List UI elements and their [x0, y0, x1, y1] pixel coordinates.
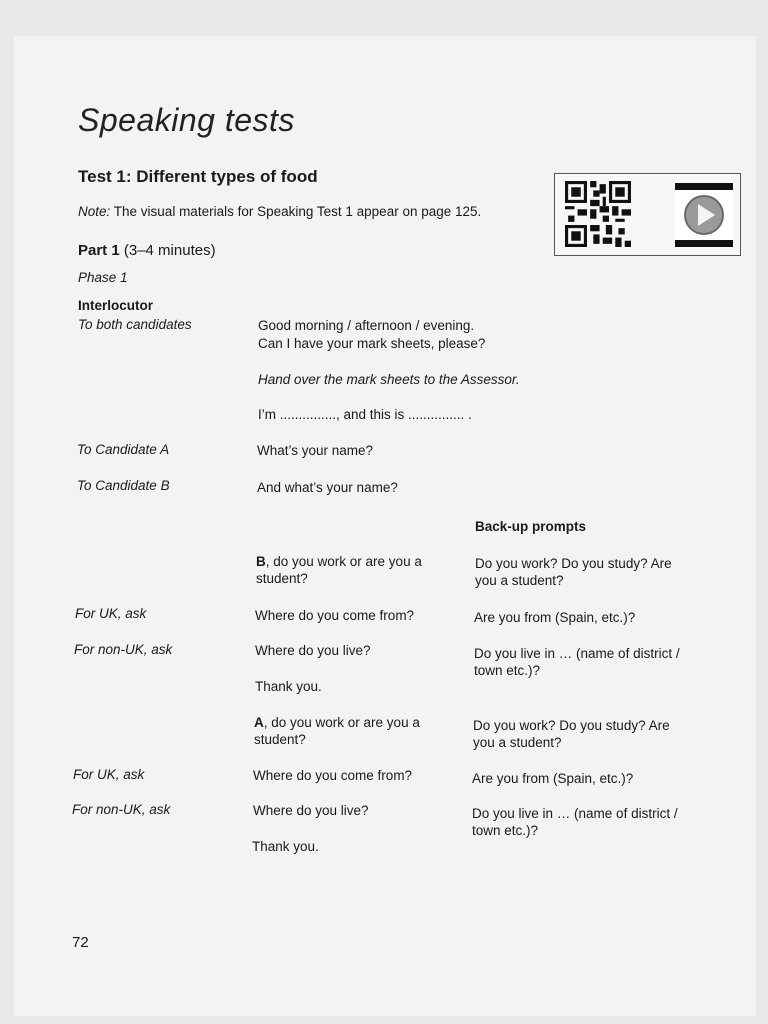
- a-nonuk-cue: For non-UK, ask: [72, 802, 171, 817]
- a-question-text: , do you work or are you a: [263, 715, 420, 730]
- a-work-question-line-2: student?: [254, 732, 306, 747]
- part-duration: (3–4 minutes): [119, 242, 216, 259]
- cue-both-candidates: To both candidates: [78, 317, 192, 332]
- note-label: Note:: [78, 204, 111, 219]
- page-title: Speaking tests: [78, 102, 295, 138]
- page-number: 72: [72, 934, 89, 951]
- b-uk-backup: Are you from (Spain, etc.)?: [474, 610, 636, 625]
- b-nonuk-backup-line-2: town etc.)?: [474, 663, 541, 678]
- cue-candidate-a: To Candidate A: [77, 442, 170, 457]
- b-work-question-line-2: student?: [256, 571, 308, 586]
- a-nonuk-backup-line-1: Do you live in … (name of district /: [472, 806, 678, 821]
- interlocutor-label: Interlocutor: [78, 298, 154, 313]
- part-label: Part 1: [78, 242, 120, 259]
- part-heading: [78, 242, 216, 259]
- a-uk-cue: For UK, ask: [73, 767, 145, 782]
- ask-name-b: And what’s your name?: [257, 480, 398, 495]
- media-box: [554, 173, 741, 256]
- qr-code-icon[interactable]: [563, 181, 633, 247]
- b-uk-cue: For UK, ask: [75, 606, 147, 621]
- video-frame-bottom: [675, 240, 733, 247]
- phase-label: Phase 1: [78, 270, 128, 285]
- introduction-line: I’m ..............., and this is ............... .: [258, 407, 472, 422]
- a-nonuk-question: Where do you live?: [253, 803, 369, 818]
- a-backup-work-line-2: you a student?: [473, 735, 562, 750]
- b-backup-work-line-1: Do you work? Do you study? Are: [475, 556, 672, 571]
- ask-name-a: What’s your name?: [257, 443, 374, 458]
- backup-prompts-heading: Back-up prompts: [475, 519, 587, 534]
- play-icon: [679, 193, 729, 237]
- a-backup-work-line-1: Do you work? Do you study? Are: [473, 718, 670, 733]
- b-letter: B: [256, 554, 266, 569]
- b-nonuk-question: Where do you live?: [255, 643, 371, 658]
- b-uk-question: Where do you come from?: [255, 608, 415, 623]
- b-backup-work-line-2: you a student?: [475, 573, 564, 588]
- b-work-question-line-1: [256, 553, 422, 571]
- test-heading: Test 1: Different types of food: [78, 167, 318, 186]
- a-letter: A: [254, 715, 264, 730]
- b-nonuk-backup-line-1: Do you live in … (name of district /: [474, 646, 680, 661]
- a-work-question-line-1: [254, 714, 420, 732]
- b-thank-you: Thank you.: [255, 679, 322, 694]
- a-nonuk-backup-line-2: town etc.)?: [472, 823, 539, 838]
- greeting-line-2: Can I have your mark sheets, please?: [258, 336, 486, 351]
- video-frame-top: [675, 183, 733, 190]
- cue-candidate-b: To Candidate B: [77, 478, 170, 493]
- a-uk-question: Where do you come from?: [253, 768, 413, 783]
- play-video-icon[interactable]: [675, 183, 733, 247]
- a-thank-you: Thank you.: [252, 839, 319, 854]
- b-nonuk-cue: For non-UK, ask: [74, 642, 173, 657]
- note: [78, 204, 481, 219]
- note-text: The visual materials for Speaking Test 1 appear on page 125.: [110, 204, 482, 219]
- b-question-text: , do you work or are you a: [265, 554, 422, 569]
- hand-over-instruction: Hand over the mark sheets to the Assessor.: [258, 372, 520, 387]
- a-uk-backup: Are you from (Spain, etc.)?: [472, 771, 634, 786]
- greeting-line-1: Good morning / afternoon / evening.: [258, 318, 475, 333]
